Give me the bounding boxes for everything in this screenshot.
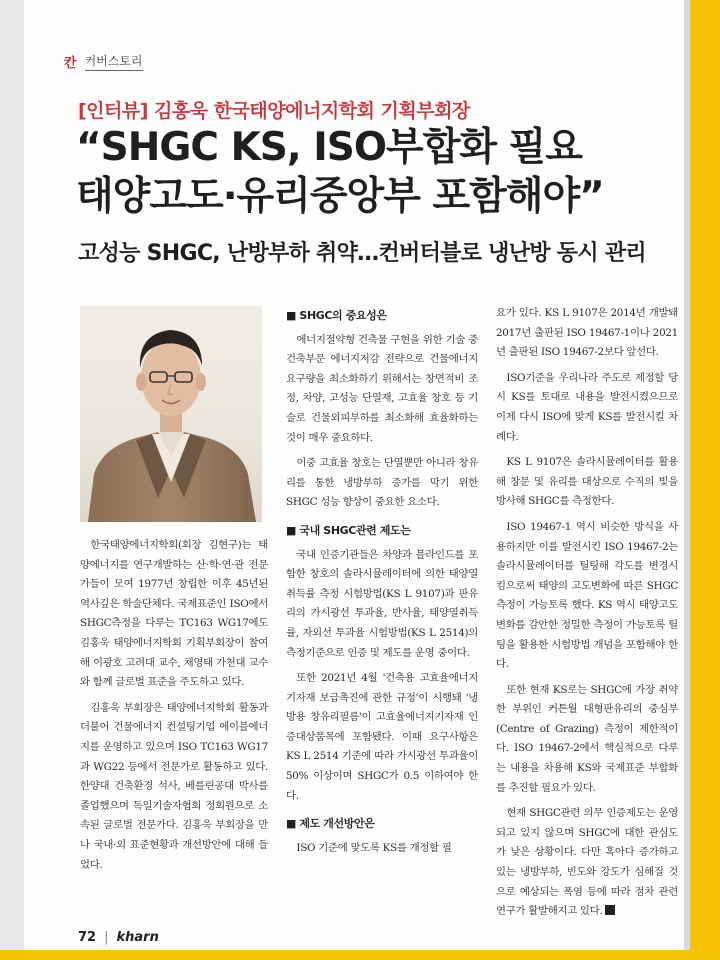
body-paragraph: 또한 현재 KS로는 SHGC에 가장 취약한 부위인 커튼월 대형판유리의 중심부(Centre of Grazing) 측정이 제한적이다. ISO 19467-2에서 핵심적으로 다루는 내용을 차용해 KS와 국제표준 부합화를 추진할 필요가 있다.	[496, 683, 678, 794]
magazine-logo-mark: 칸	[64, 56, 77, 71]
subheading: ■ 국내 SHGC관련 제도는	[286, 523, 411, 537]
interviewee-photo	[80, 306, 262, 522]
headline-line-2: 태양고도·유리중앙부 포함해야”	[76, 174, 604, 219]
article-deck: 고성능 SHGC, 난방부하 취약…컨버터블로 냉난방 동시 관리	[78, 241, 646, 266]
intro-paragraph: 한국태양에너지학회(회장 김현구)는 태양에너지를 연구개발하는 산·학·연·관 전문가들이 모여 1977년 창립한 이후 45년된 역사깊은 학술단체다. 국제표준인 ISO에서 SHGC측정을 다루는 TC163 WG17에도 김홍욱 태양에너지학회 기획부회장이 참여해 이광호 고려대 교수, 채영태 가천대 교수와 함께 글로벌 표준을 주도하고 있다.	[80, 539, 268, 689]
body-paragraph: 국내 인증기관들은 차양과 블라인드를 포함한 창호의 솔라시뮬레이터에 의한 태양열취득률 측정 시험방법(KS L 9107)과 판유리의 가시광선 투과율, 반사율, 태양열취득률, 자외선 투과율 시험방법(KS L 2514)의 측정기준으로 인증 및 제도를 운영 중이다.	[286, 548, 478, 659]
magazine-name: kharn	[116, 930, 159, 945]
page-footer	[78, 930, 159, 945]
final-paragraph-text: 현재 SHGC관련 의무 인증제도는 운영되고 있지 않으며 SHGC에 대한 관심도가 낮은 상황이다. 다만 혹아다 증가하고 있는 냉방부하, 빈도와 강도가 심해질 것으로 예상되는 폭염 등에 따라 점차 관련연구가 활발해지고 있다.	[496, 807, 678, 918]
page-gutter-left	[0, 0, 24, 960]
intro-paragraph: 김홍욱 부회장은 태양에너지학회 활동과 더불어 건물에너지 컨설팅기업 에이블에너지를 운영하고 있으며 ISO TC163 WG17과 WG22 등에서 전문가로 활동하고 있다. 한양대 건축환경 석사, 베를린공대 박사를 졸업했으며 독일기술자협회 정회원으로 소속된 글로벌 전문가다. 김홍욱 부회장을 만나 국내·외 표준현황과 개선방안에 대해 들었다.	[80, 701, 268, 871]
column-right	[496, 304, 678, 928]
subheading: ■ SHGC의 중요성은	[286, 309, 387, 322]
article-kicker: [인터뷰] 김홍욱 한국태양에너지학회 기획부회장	[78, 100, 470, 122]
body-paragraph: ISO 19467-1 역시 비슷한 방식을 사용하지만 이를 발전시킨 ISO 19467-2는 솔라시뮬레이터를 틸팅해 각도를 변경시킴으로써 태양의 고도변화에 따른 SHGC 측정이 가능토록 했다. KS 역시 태양고도 변화를 감안한 정밀한 측정이 가능토록 틸팅을 활용한 시험방법 개념을 포함해야 한다.	[496, 520, 678, 671]
portrait-illustration	[80, 306, 262, 522]
end-mark-icon	[605, 905, 615, 915]
headline-line-1: “SHGC KS, ISO부합화 필요	[76, 125, 582, 170]
body-paragraph: ISO 기준에 맞도록 KS를 개정할 필	[296, 841, 452, 854]
yellow-bottom-edge	[0, 950, 720, 960]
column-middle	[286, 304, 478, 864]
subheading: ■ 제도 개선방안은	[286, 817, 375, 831]
body-paragraph: 에너지절약형 건축물 구현을 위한 기술 중 건축부문 에너지저감 전략으로 건물에너지 요구량을 최소화하기 위해서는 창면적비 조정, 차양, 고성능 단열재, 고효율 창호 등 기술로 건물외피부하를 최소화해 효율화하는 것이 매우 중요하다.	[286, 333, 478, 444]
body-paragraph: ISO기준을 우리나라 주도로 제정할 당시 KS를 토대로 내용을 발전시켰으므로 이제 다시 ISO에 맞게 KS를 발전시킬 차례다.	[496, 371, 678, 443]
body-paragraph	[496, 804, 678, 922]
body-paragraph: 요가 있다. KS L 9107은 2014년 개발돼 2017년 출판된 ISO 19467-1이나 2021년 출판된 ISO 19467-2보다 앞선다.	[496, 307, 678, 359]
column-left	[80, 536, 268, 881]
yellow-cover-edge	[690, 0, 720, 960]
article-headline	[76, 123, 604, 221]
body-paragraph: 이중 고효율 창호는 단열뿐만 아니라 창유리를 통한 냉방부하 증가를 막기 위한 SHGC 성능 향상이 중요한 요소다.	[286, 457, 478, 509]
body-paragraph: 또한 2021년 4월 '건축용 고효율에너지기자재 보급촉진에 관한 규정'이 시행돼 '냉방용 창유리필름'이 고효율에너지기자재 인증대상품목에 포함됐다. 이때 요구사항은 KS L 2514 기준에 따라 가시광선 투과율이 50% 이상이며 SHGC가 0.5 이하여야 한다.	[286, 672, 478, 802]
section-header	[64, 52, 143, 71]
body-paragraph: KS L 9107은 솔라시뮬레이터를 활용해 창문 및 유리를 대상으로 수직의 빛을 방사해 SHGC를 측정한다.	[496, 456, 678, 508]
footer-divider: |	[104, 930, 109, 945]
section-label: 커버스토리	[85, 52, 143, 71]
page-number: 72	[78, 930, 97, 945]
